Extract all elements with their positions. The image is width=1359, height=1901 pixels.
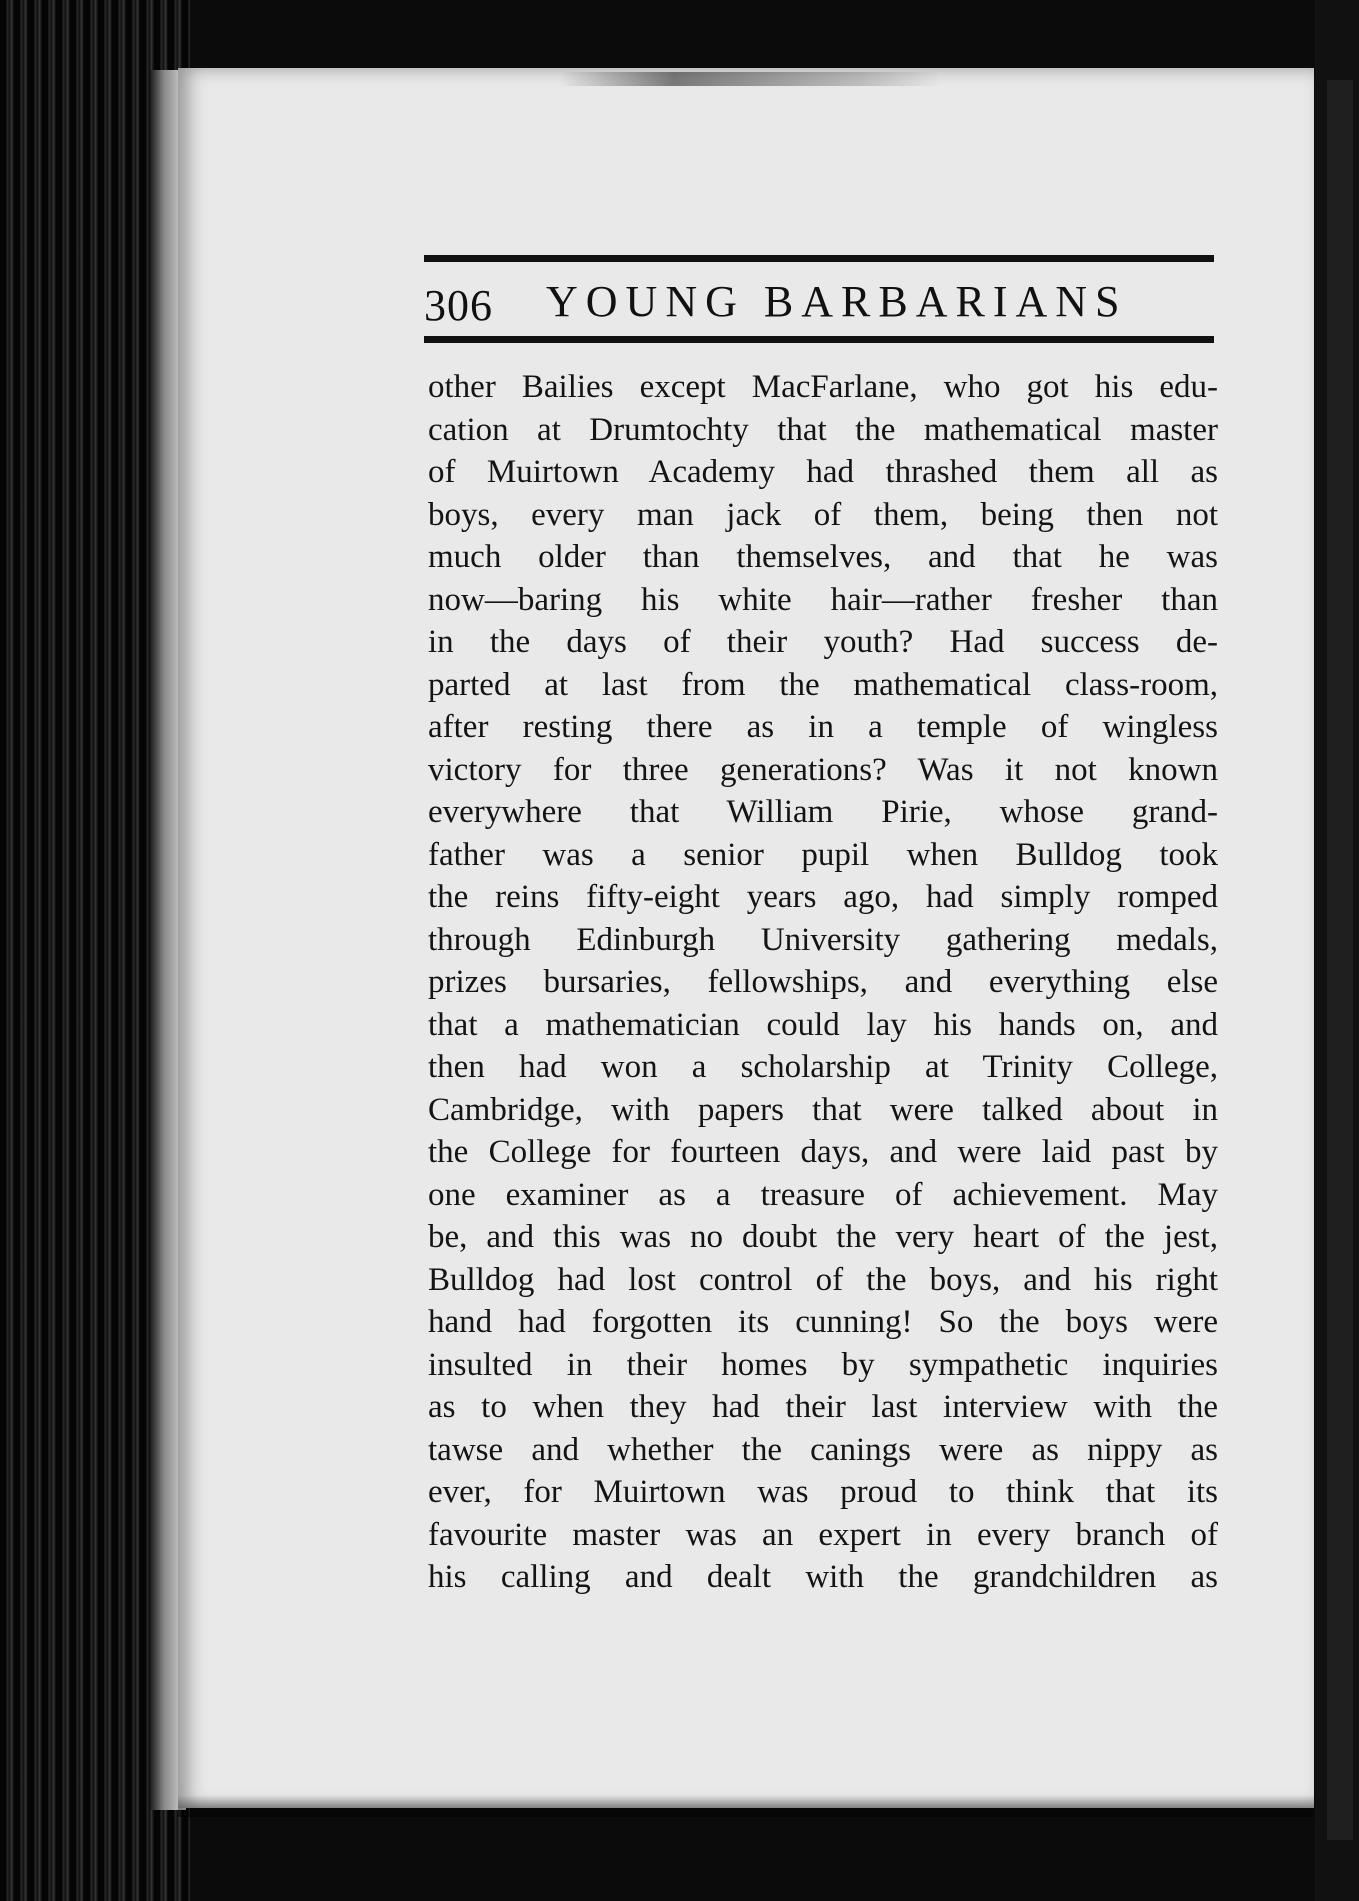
- body-text: [428, 366, 1218, 1599]
- text-line: now—baring his white hair—rather fresher than: [428, 581, 1218, 618]
- next-page-edge-inner: [1327, 80, 1353, 1840]
- text-line: of Muirtown Academy had thrashed them all as: [428, 454, 1218, 490]
- text-line: insulted in their homes by sympathetic inquiries: [428, 1346, 1218, 1383]
- text-line: one examiner as a treasure of achievement. May: [428, 1176, 1218, 1213]
- text-line: hand had forgotten its cunning! So the boys were: [428, 1304, 1218, 1340]
- text-line: tawse and whether the canings were as nippy as: [428, 1431, 1218, 1468]
- text-line: the College for fourteen days, and were laid past by: [428, 1134, 1218, 1170]
- page-bottom-shadow: [178, 1795, 1314, 1817]
- text-line: through Edinburgh University gathering medals,: [428, 921, 1218, 958]
- text-line: everywhere that William Pirie, whose grand-: [428, 794, 1218, 830]
- text-line: prizes bursaries, fellowships, and everything else: [428, 964, 1218, 1000]
- text-line: the reins fifty-eight years ago, had simply romped: [428, 879, 1218, 915]
- header-rule-top: [424, 255, 1214, 262]
- running-head: [424, 274, 1214, 338]
- text-line: that a mathematician could lay his hands on, and: [428, 1006, 1218, 1043]
- text-line: cation at Drumtochty that the mathematical master: [428, 411, 1218, 448]
- text-line: parted at last from the mathematical class-room,: [428, 666, 1218, 703]
- text-line: boys, every man jack of them, being then not: [428, 496, 1218, 533]
- text-line: Bulldog had lost control of the boys, and his right: [428, 1261, 1218, 1298]
- text-line: after resting there as in a temple of wingless: [428, 709, 1218, 745]
- scan-smudge: [560, 72, 940, 86]
- text-line: much older than themselves, and that he was: [428, 539, 1218, 575]
- text-line: as to when they had their last interview with the: [428, 1389, 1218, 1425]
- running-title: YOUNG BARBARIANS: [546, 277, 1128, 326]
- text-line: victory for three generations? Was it not known: [428, 751, 1218, 788]
- next-page-edge: [1315, 0, 1359, 1901]
- text-line: ever, for Muirtown was proud to think that its: [428, 1474, 1218, 1510]
- text-line: in the days of their youth? Had success de-: [428, 624, 1218, 660]
- text-line: then had won a scholarship at Trinity College,: [428, 1049, 1218, 1085]
- text-line: other Bailies except MacFarlane, who got his edu-: [428, 369, 1218, 405]
- header-rule-bottom: [424, 336, 1214, 343]
- text-line: his calling and dealt with the grandchildren as: [428, 1559, 1218, 1595]
- text-line: be, and this was no doubt the very heart of the jest,: [428, 1219, 1218, 1255]
- text-line: Cambridge, with papers that were talked about in: [428, 1091, 1218, 1128]
- text-line: father was a senior pupil when Bulldog took: [428, 836, 1218, 873]
- text-line: favourite master was an expert in every branch of: [428, 1516, 1218, 1553]
- page-number: 306: [424, 281, 493, 330]
